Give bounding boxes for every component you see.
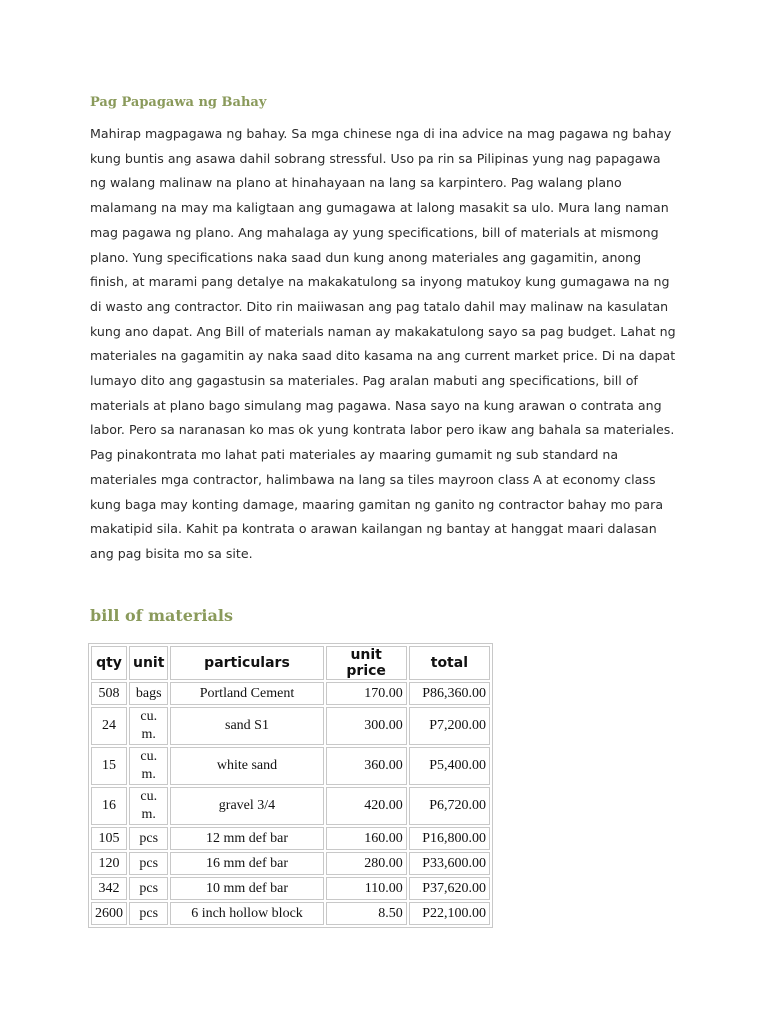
particulars-cell: sand S1 — [170, 707, 323, 745]
table-header-row — [91, 646, 490, 680]
particulars-cell: 6 inch hollow block — [170, 902, 323, 925]
article-body: Mahirap magpagawa ng bahay. Sa mga chinese nga di ina advice na mag pagawa ng bahay kung buntis ang asawa dahil sobrang stressful. Uso pa rin sa Pilipinas yung nag papagawa ng walang malinaw na plano at hinahayaan na lang sa karpintero. Pag walang plano malamang na may ma kaligtaan ang gumagawa at lalong masakit sa ulo. Mura lang naman mag pagawa ng plano. Ang mahalaga ay yung specifications, bill of materials at mismong plano. Yung specifications naka saad dun kung anong materiales ang gagamitin, anong finish, at marami pang detalye na makakatulong sa inyong matukoy kung gumagawa na ng di wasto ang contractor. Dito rin maiiwasan ang pag tatalo dahil may malinaw na kasulatan kung ano dapat. Ang Bill of materials naman ay makakatulong sayo sa pag budget. Lahat ng materiales na gagamitin ay naka saad dito kasama na ang current market price. Di na dapat lumayo dito ang gagastusin sa materiales. Pag aralan mabuti ang specifications, bill of materials at plano bago simulang mag pagawa. Nasa sayo na kung arawan o contrata ang labor. Pero sa naranasan ko mas ok yung kontrata labor pero ikaw ang bahala sa materiales. Pag pinakontrata mo lahat pati materiales ay maaring gumamit ng sub standard na materiales mga contractor, halimbawa na lang sa tiles mayroon class A at economy class kung baga may konting damage, maaring gamitan ng ganito ng contractor bahay mo para makatipid sila. Kahit pa kontrata o arawan kailangan ng bantay at hanggat maari dalasan ang pag bisita mo sa site. — [90, 126, 676, 561]
unit-cell: pcs — [129, 902, 168, 925]
unit-cell: pcs — [129, 877, 168, 900]
header-qty: qty — [91, 646, 127, 680]
total-cell: P33,600.00 — [409, 852, 490, 875]
unit-price-cell: 420.00 — [326, 787, 407, 825]
unit-cell: pcs — [129, 852, 168, 875]
total-cell: P86,360.00 — [409, 682, 490, 705]
particulars-cell: Portland Cement — [170, 682, 323, 705]
particulars-cell: 16 mm def bar — [170, 852, 323, 875]
table-row — [91, 877, 490, 900]
qty-cell: 15 — [91, 747, 127, 785]
unit-price-cell: 360.00 — [326, 747, 407, 785]
particulars-cell: 12 mm def bar — [170, 827, 323, 850]
total-cell: P7,200.00 — [409, 707, 490, 745]
unit-price-cell: 300.00 — [326, 707, 407, 745]
qty-cell: 120 — [91, 852, 127, 875]
qty-cell: 105 — [91, 827, 127, 850]
table-row — [91, 852, 490, 875]
qty-cell: 508 — [91, 682, 127, 705]
table-row — [91, 747, 490, 785]
table-row — [91, 902, 490, 925]
table-row — [91, 827, 490, 850]
unit-cell: cu. m. — [129, 707, 168, 745]
qty-cell: 2600 — [91, 902, 127, 925]
total-cell: P37,620.00 — [409, 877, 490, 900]
total-cell: P16,800.00 — [409, 827, 490, 850]
unit-price-cell: 280.00 — [326, 852, 407, 875]
unit-price-cell: 110.00 — [326, 877, 407, 900]
unit-price-cell: 8.50 — [326, 902, 407, 925]
unit-price-cell: 160.00 — [326, 827, 407, 850]
table-row — [91, 707, 490, 745]
total-cell: P5,400.00 — [409, 747, 490, 785]
header-unit-price: unit price — [326, 646, 407, 680]
qty-cell: 16 — [91, 787, 127, 825]
bill-of-materials-title: bill of materials — [90, 606, 233, 625]
unit-cell: cu. m. — [129, 787, 168, 825]
particulars-cell: gravel 3/4 — [170, 787, 323, 825]
header-total: total — [409, 646, 490, 680]
header-unit: unit — [129, 646, 168, 680]
unit-price-cell: 170.00 — [326, 682, 407, 705]
total-cell: P22,100.00 — [409, 902, 490, 925]
unit-cell: bags — [129, 682, 168, 705]
qty-cell: 24 — [91, 707, 127, 745]
unit-cell: pcs — [129, 827, 168, 850]
header-particulars: particulars — [170, 646, 323, 680]
table-row — [91, 682, 490, 705]
bill-of-materials-table — [88, 643, 493, 928]
qty-cell: 342 — [91, 877, 127, 900]
article-title: Pag Papagawa ng Bahay — [90, 95, 267, 110]
particulars-cell: 10 mm def bar — [170, 877, 323, 900]
total-cell: P6,720.00 — [409, 787, 490, 825]
table-row — [91, 787, 490, 825]
particulars-cell: white sand — [170, 747, 323, 785]
unit-cell: cu. m. — [129, 747, 168, 785]
